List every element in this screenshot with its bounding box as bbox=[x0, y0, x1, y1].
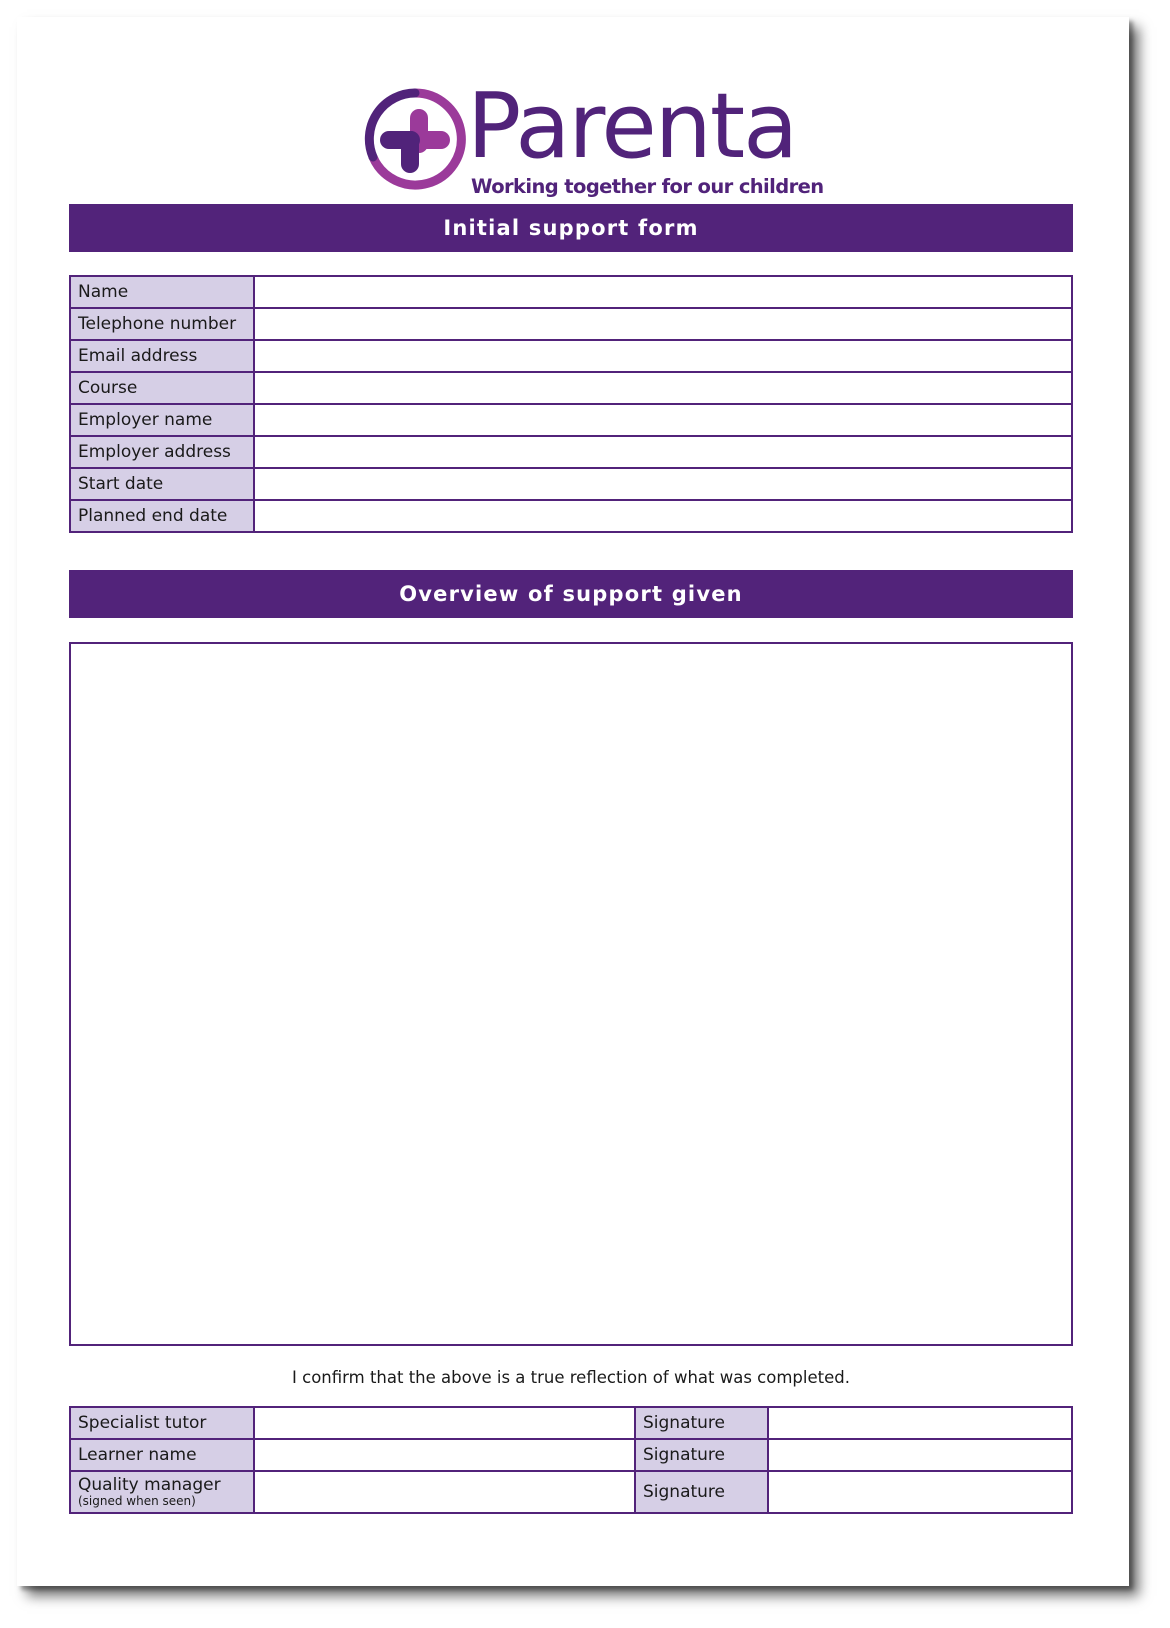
signature-label: Signature bbox=[635, 1439, 768, 1471]
table-row bbox=[70, 1471, 1072, 1513]
brand-tagline: Working together for our children bbox=[471, 175, 824, 198]
form-title: Initial support form bbox=[69, 204, 1073, 252]
field-label-course: Course bbox=[70, 372, 254, 404]
confirmation-statement: I confirm that the above is a true reflection of what was completed. bbox=[292, 1368, 850, 1387]
table-row bbox=[70, 1439, 1072, 1471]
name-field[interactable] bbox=[254, 276, 1072, 308]
signature-label: Signature bbox=[635, 1471, 768, 1513]
field-label-start-date: Start date bbox=[70, 468, 254, 500]
parenta-logo bbox=[345, 69, 824, 209]
signoff-table bbox=[69, 1406, 1073, 1514]
learner-name-field[interactable] bbox=[254, 1439, 635, 1471]
parenta-cross-icon bbox=[363, 87, 467, 191]
form-page bbox=[17, 17, 1129, 1586]
start-date-field[interactable] bbox=[254, 468, 1072, 500]
field-label-employer-address: Employer address bbox=[70, 436, 254, 468]
table-row bbox=[70, 404, 1072, 436]
signoff-label-quality-manager bbox=[70, 1471, 254, 1513]
overview-title: Overview of support given bbox=[69, 570, 1073, 618]
quality-manager-name-field[interactable] bbox=[254, 1471, 635, 1513]
field-label-employer-name: Employer name bbox=[70, 404, 254, 436]
details-table bbox=[69, 275, 1073, 533]
table-row bbox=[70, 372, 1072, 404]
overview-textarea[interactable] bbox=[69, 642, 1073, 1346]
employer-address-field[interactable] bbox=[254, 436, 1072, 468]
signoff-label-specialist-tutor: Specialist tutor bbox=[70, 1407, 254, 1439]
table-row bbox=[70, 468, 1072, 500]
specialist-tutor-signature-field[interactable] bbox=[768, 1407, 1072, 1439]
quality-manager-signature-field[interactable] bbox=[768, 1471, 1072, 1513]
table-row bbox=[70, 340, 1072, 372]
table-row bbox=[70, 308, 1072, 340]
table-row bbox=[70, 276, 1072, 308]
brand-name: Parenta bbox=[467, 74, 797, 179]
quality-manager-label: Quality manager bbox=[78, 1475, 221, 1495]
course-field[interactable] bbox=[254, 372, 1072, 404]
quality-manager-note: (signed when seen) bbox=[78, 1494, 196, 1508]
field-label-telephone: Telephone number bbox=[70, 308, 254, 340]
field-label-name: Name bbox=[70, 276, 254, 308]
signature-label: Signature bbox=[635, 1407, 768, 1439]
table-row bbox=[70, 1407, 1072, 1439]
signoff-label-learner-name: Learner name bbox=[70, 1439, 254, 1471]
planned-end-date-field[interactable] bbox=[254, 500, 1072, 532]
field-label-email: Email address bbox=[70, 340, 254, 372]
employer-name-field[interactable] bbox=[254, 404, 1072, 436]
table-row bbox=[70, 436, 1072, 468]
specialist-tutor-name-field[interactable] bbox=[254, 1407, 635, 1439]
email-field[interactable] bbox=[254, 340, 1072, 372]
learner-signature-field[interactable] bbox=[768, 1439, 1072, 1471]
field-label-planned-end-date: Planned end date bbox=[70, 500, 254, 532]
telephone-field[interactable] bbox=[254, 308, 1072, 340]
table-row bbox=[70, 500, 1072, 532]
